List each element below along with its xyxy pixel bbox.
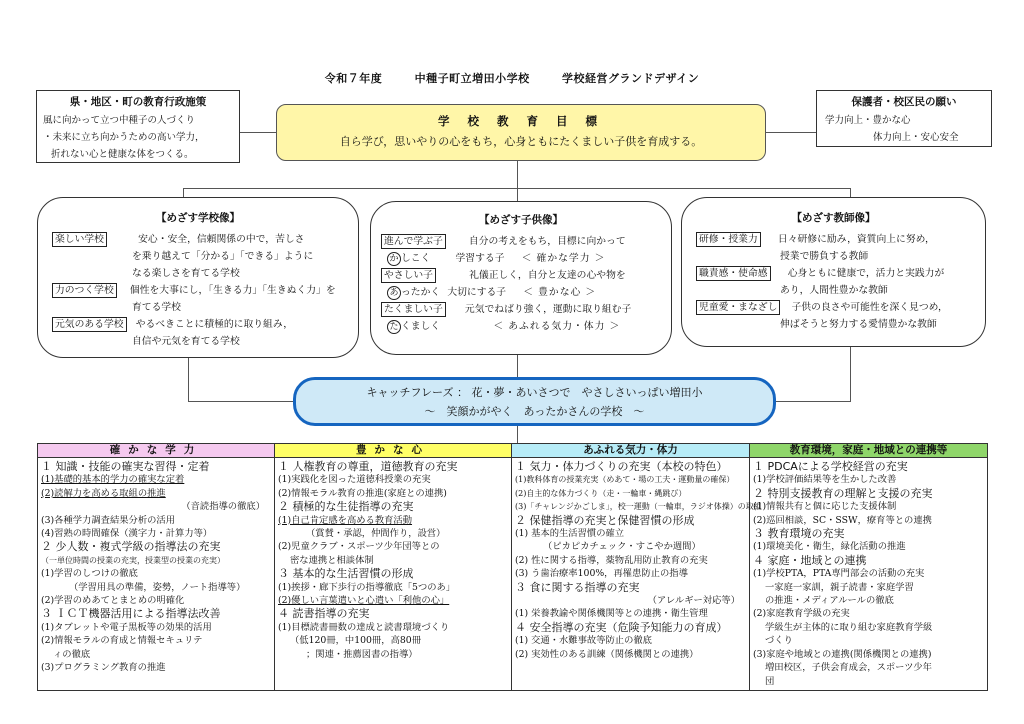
child-image-tag: 進んで学ぶ子 — [381, 234, 446, 249]
parents-wishes-line: 体力向上・安心安全 — [873, 132, 959, 143]
prefecture-policy-line: 風に向かって立つ中種子の人づくり — [43, 115, 196, 126]
child-image-item — [381, 267, 671, 284]
circled-character: か — [387, 252, 401, 266]
teacher-image-tag: 職責感・使命感 — [696, 266, 771, 281]
school-image-item — [52, 231, 358, 248]
connector-line — [183, 188, 184, 197]
column-line: (1)学習のしつけの徹底 — [41, 568, 138, 580]
child-image-tag: たくましい子 — [381, 302, 446, 317]
mnemonic-rest: くましく — [401, 321, 441, 332]
child-image-heading: 【めざす子供像】 — [479, 214, 563, 226]
column-line: （ピカピカチェック・すこやか週間） — [543, 541, 701, 553]
column-line: ２ 特別支援教育の理解と支援の充実 — [753, 486, 933, 500]
teacher-image-item — [696, 231, 985, 248]
teacher-image-line: 伸ばそうと努力する愛情豊かな教師 — [780, 319, 937, 330]
column-line: (2) 実効性のある訓練（関係機関との連携） — [515, 648, 699, 660]
column-line: (2)自主的な体力づくり（走・一輪車・縄跳び） — [515, 488, 687, 498]
column-academic — [38, 458, 275, 691]
column-line: （学習用具の準備，姿勢，ノート指導等） — [69, 581, 246, 593]
school-image-line: 個性を大事にし，「生きる力」「生きぬく力」を — [129, 285, 336, 296]
column-line: ３ 食に関する指導の充実 — [515, 580, 640, 594]
column-line: (3) う歯治療率100%，再罹患防止の指導 — [515, 568, 688, 580]
catchphrase-banner — [293, 377, 776, 426]
column-vitality — [512, 458, 762, 691]
column-line: (1)基礎的基本的学力の確実な定着 — [41, 474, 185, 486]
school-image-tag: 楽しい学校 — [52, 232, 107, 247]
child-image-item — [381, 233, 671, 250]
column-line: ２ 少人数・複式学級の指導法の充実 — [41, 540, 221, 554]
column-line: (1)学校評価結果等を生かした改善 — [753, 474, 897, 486]
column-header-heart: 豊かな心 — [275, 444, 512, 458]
parents-wishes-box — [816, 90, 992, 147]
child-image-line: 学習する子 — [455, 253, 505, 264]
policy-table — [37, 443, 988, 691]
circled-character: た — [387, 320, 401, 334]
column-line: (1)環境美化・衛生，緑化活動の推進 — [753, 541, 906, 553]
prefecture-policy-line: 折れない心と健康な体をつくる。 — [51, 149, 194, 160]
teacher-image-tag: 児童愛・まなざし — [696, 300, 780, 315]
school-image-line: なる楽しさを育てる学校 — [132, 268, 240, 279]
school-image-line: 自信や元気を育てる学校 — [132, 336, 240, 347]
child-image-line: 自分の考えをもち，目標に向かって — [468, 236, 626, 247]
child-image-panel — [370, 201, 672, 355]
teacher-image-line: あり，人間性豊かな教師 — [780, 285, 888, 296]
column-line: ４ 読書指導の充実 — [278, 607, 370, 621]
column-line: ；関連・推薦図書の指導） — [306, 648, 418, 660]
child-image-tag: やさしい子 — [381, 268, 436, 283]
school-goal-heading: 学 校 教 育 目 標 — [437, 114, 605, 128]
column-heart — [275, 458, 512, 691]
column-line: (1) 交通・水難事故等防止の徹底 — [515, 635, 652, 647]
connector-line — [766, 132, 816, 133]
teacher-image-line: 日々研修に励み，資質向上に努め， — [777, 234, 935, 245]
column-line: １ 知識・技能の確実な習得・定着 — [41, 460, 210, 473]
connector-line — [517, 161, 518, 188]
virtue-label: ＜ あふれる気力・体力 ＞ — [493, 321, 621, 332]
column-line: づくり — [765, 635, 793, 647]
column-line: ３ 教育環境の充実 — [753, 527, 845, 541]
connector-line — [240, 132, 276, 133]
design-title: 学校経営グランドデザイン — [561, 72, 700, 85]
child-image-item — [381, 301, 671, 318]
column-line: (2)家庭教育学級の充実 — [753, 608, 850, 620]
school-image-tag: 元気のある学校 — [52, 317, 127, 332]
column-line: (1)自己肯定感を高める教育活動 — [278, 514, 413, 526]
parents-wishes-heading: 保護者・校区民の願い — [851, 96, 957, 108]
column-line: (3)プログラミング教育の推進 — [41, 662, 166, 674]
virtue-label: ＜ 確かな学力 ＞ — [521, 253, 606, 264]
column-line: (1)教科体育の授業充実（めあて・場の工夫・運動量の確保） — [515, 475, 735, 485]
school-goal-text: 自ら学び，思いやりの心をもち，心身ともにたくましい子供を育成する。 — [339, 135, 703, 148]
column-line: （賞賛・承認，仲間作り，設営） — [306, 528, 446, 540]
connector-line — [850, 347, 851, 402]
column-line: (2) 性に関する指導，薬物乱用防止教育の充実 — [515, 554, 708, 566]
school-image-heading: 【めざす学校像】 — [156, 212, 240, 224]
column-line: 密な連携と相談体制 — [290, 554, 374, 566]
column-line: １ PDCAによる学校経営の充実 — [753, 460, 908, 473]
column-line: 一家庭一家訓，親子読書・家庭学習 — [765, 581, 914, 593]
column-line: (1) 栄養教諭や関係機関等との連携・衛生管理 — [515, 608, 708, 620]
column-line: （一単位時間の授業の充実，授業型の授業の充実） — [41, 555, 225, 565]
column-line: (1)実践化を図った道徳科授業の充実 — [278, 474, 431, 486]
teacher-image-line: 授業で勝負する教師 — [780, 251, 869, 262]
connector-line — [517, 426, 518, 443]
column-header-vitality: あふれる気力・体力 — [512, 444, 750, 458]
column-line: ィの徹底 — [53, 648, 91, 660]
column-line: ４ 安全指導の充実（危険予知能力の育成） — [515, 620, 728, 634]
column-line: (2)巡回相談，SC・SSW，療育等との連携 — [753, 514, 932, 526]
column-line: 団 — [765, 675, 775, 687]
column-line: ２ 保健指導の充実と保健習慣の形成 — [515, 513, 695, 527]
column-line: (2)情報モラルの育成と情報セキュリテ — [41, 635, 203, 647]
school-image-item — [52, 282, 358, 299]
connector-line — [188, 358, 189, 402]
connector-line — [776, 401, 851, 402]
school-image-line: 育てる学校 — [132, 302, 181, 313]
school-image-line: やるべきことに積極的に取り組み， — [135, 319, 294, 330]
column-line: の推進・メディアルールの徹底 — [765, 595, 894, 607]
child-image-line: 大切にする子 — [447, 287, 507, 298]
column-line: (4)習熟の時間確保（漢字力・計算力等） — [41, 528, 213, 540]
column-line: (1)挨拶・廊下歩行の指導徹底「5つのあ」 — [278, 581, 456, 593]
teacher-image-line: 子供の良さや可能性を深く見つめ， — [791, 302, 948, 313]
mnemonic-rest: ったかく — [401, 287, 441, 298]
parents-wishes-line: 学力向上・豊かな心 — [825, 115, 911, 126]
school-name: 中種子町立増田小学校 — [414, 72, 530, 85]
column-line: (1) 基本的生活習慣の確立 — [515, 528, 625, 540]
column-line: (2)学習のめあてとまとめの明確化 — [41, 595, 185, 607]
column-line: (3)「チャレンジかごしま」，校一運動（一輪車，ラジオ体操）の取組 — [515, 502, 762, 512]
column-line: １ 気力・体力づくりの充実（本校の特色） — [515, 460, 728, 473]
column-line: ４ 家庭・地域との連携 — [753, 553, 867, 567]
circled-character: あ — [387, 286, 401, 300]
column-line: (1)情報共有と個に応じた支援体制 — [753, 501, 897, 513]
column-line: (1)タブレットや電子黒板等の効果的活用 — [41, 621, 212, 633]
column-header-academic: 確かな学力 — [38, 444, 275, 458]
column-line: (2)読解力を高める取組の推進 — [41, 487, 166, 499]
prefecture-policy-box — [36, 90, 240, 163]
column-line: (2)情報モラル教育の推進(家庭との連携) — [278, 487, 447, 499]
column-line: （音読指導の徹底） — [181, 501, 265, 513]
column-line: ３ 基本的な生活習慣の形成 — [278, 567, 414, 581]
column-line: (2)優しい言葉遣いと心遣い「利他の心」 — [278, 595, 450, 607]
teacher-image-item — [696, 299, 985, 316]
teacher-image-tag: 研修・授業力 — [696, 232, 761, 247]
child-image-line: 礼儀正しく，自分と友達の心や物を — [469, 270, 626, 281]
virtue-label: ＜ 豊かな心 ＞ — [523, 287, 597, 298]
column-line: １ 人権教育の尊重，道徳教育の充実 — [278, 460, 458, 473]
school-image-item — [52, 316, 358, 333]
column-line: (2)児童クラブ・スポーツ少年団等との — [278, 541, 440, 553]
connector-line — [517, 188, 518, 201]
prefecture-policy-heading: 県・地区・町の教育行政施策 — [69, 96, 207, 108]
column-line: 増田校区，子供会育成会，スポーツ少年 — [765, 662, 932, 674]
teacher-image-line: 心身ともに健康で，活力と実践力が — [787, 268, 945, 279]
connector-line — [188, 401, 293, 402]
prefecture-policy-line: ・未来に立ち向かうための高い学力， — [43, 132, 205, 143]
school-image-line: を乗り越えて「分かる」「できる」ように — [132, 251, 314, 262]
document-title — [0, 70, 1024, 86]
column-line: ３ ＩＣＴ機器活用による指導法改善 — [41, 607, 221, 621]
catchphrase-line: キャッチフレーズ ： 花・夢・あいさつで やさしさいっぱい増田小 — [366, 386, 703, 399]
column-environment — [750, 458, 988, 691]
fiscal-year: 令和７年度 — [324, 72, 383, 85]
child-image-item — [381, 284, 671, 301]
teacher-image-panel — [681, 197, 986, 347]
column-line: (3)各種学力調査結果分析の活用 — [41, 514, 176, 526]
column-line: (1)目標読書冊数の達成と読書環境づくり — [278, 621, 450, 633]
teacher-image-heading: 【めざす教師像】 — [791, 212, 876, 224]
column-line: 学級生が主体的に取り組む家庭教育学級 — [765, 621, 933, 633]
school-image-line: 安心・安全，信頼関係の中で，苦しさ — [138, 234, 305, 245]
column-line: （低120冊，中100冊，高80冊 — [290, 635, 421, 647]
teacher-image-item — [696, 265, 985, 282]
connector-line — [517, 355, 518, 377]
child-image-line: 元気でねばり強く，運動に取り組む子 — [464, 304, 632, 315]
catchphrase-subline: ～ 笑顔かがやく あったかさんの学校 ～ — [424, 405, 645, 418]
column-line: ２ 積極的な生徒指導の充実 — [278, 500, 414, 514]
child-image-item — [381, 318, 671, 335]
school-goal-box — [276, 104, 766, 161]
child-image-item — [381, 250, 671, 267]
column-line: (3)家庭や地域との連携(関係機関との連携) — [753, 648, 932, 660]
column-header-environment: 教育環境，家庭・地域との連携等 — [750, 444, 988, 458]
column-line: (1)学校PTA，PTA専門部会の活動の充実 — [753, 568, 925, 580]
school-image-panel — [37, 197, 359, 358]
school-image-tag: 力のつく学校 — [52, 283, 117, 298]
mnemonic-rest: しこく — [401, 253, 431, 264]
connector-line — [850, 188, 851, 197]
column-line: （アレルギー対応等） — [647, 595, 740, 607]
